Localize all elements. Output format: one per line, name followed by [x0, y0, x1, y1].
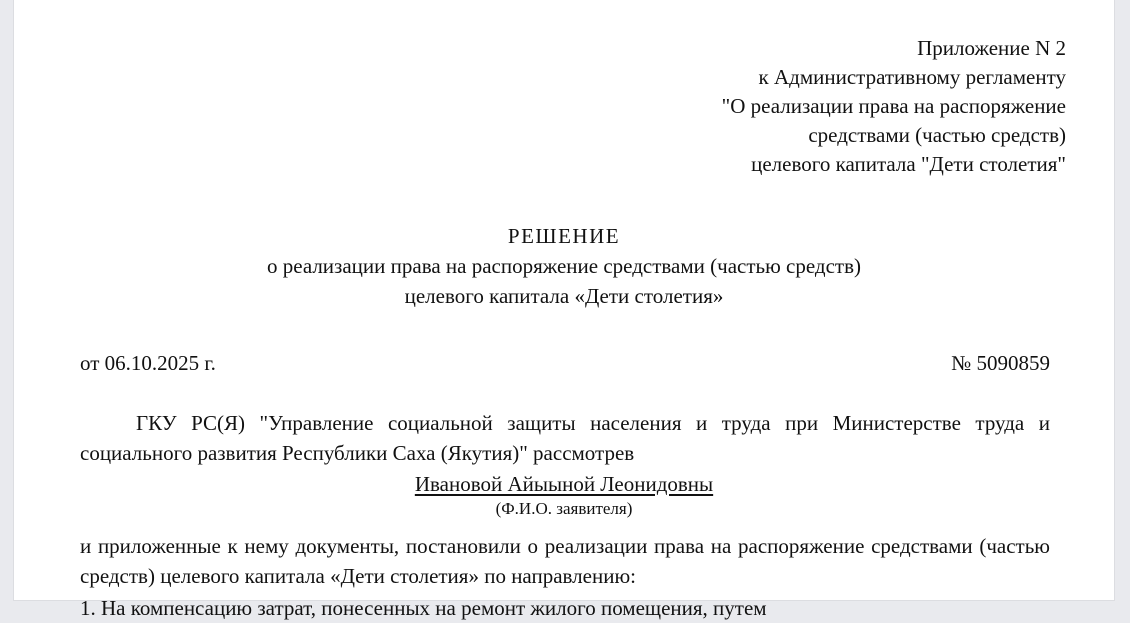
document-number: № 5090859	[951, 351, 1050, 375]
applicant-row	[14, 472, 1114, 497]
header-line-2: к Административному регламенту	[758, 65, 1066, 89]
document-subtitle-line-1: о реализации права на распоряжение средствами (частью средств)	[267, 254, 861, 278]
intro-paragraph: ГКУ РС(Я) "Управление социальной защиты населения и труда при Министерстве труда и социального развития Республики Саха (Якутия)" рассмотрев	[80, 411, 1050, 465]
document-body	[14, 0, 1114, 623]
document-header-block	[14, 34, 1114, 179]
header-line-4: средствами (частью средств)	[808, 123, 1066, 147]
list-item: 1. На компенсацию затрат, понесенных на ремонт жилого помещения, путем	[80, 596, 767, 620]
after-paragraph: и приложенные к нему документы, постановили о реализации права на распоряжение средствами (частью средств) целевого капитала «Дети столетия» по направлению:	[80, 534, 1050, 588]
applicant-caption: (Ф.И.О. заявителя)	[495, 499, 633, 518]
document-page	[14, 0, 1114, 620]
document-title-block	[14, 221, 1114, 311]
applicant-name: Ивановой Айыыной Леонидовны	[414, 472, 714, 496]
document-subtitle-line-2: целевого капитала «Дети столетия»	[404, 284, 724, 308]
header-line-5: целевого капитала "Дети столетия"	[751, 152, 1066, 176]
document-meta-row	[14, 351, 1114, 376]
header-line-1: Приложение N 2	[917, 36, 1066, 60]
page-title: РЕШЕНИЕ	[507, 224, 621, 248]
header-line-3: "О реализации права на распоряжение	[721, 94, 1066, 118]
document-date: от 06.10.2025 г.	[80, 351, 216, 375]
